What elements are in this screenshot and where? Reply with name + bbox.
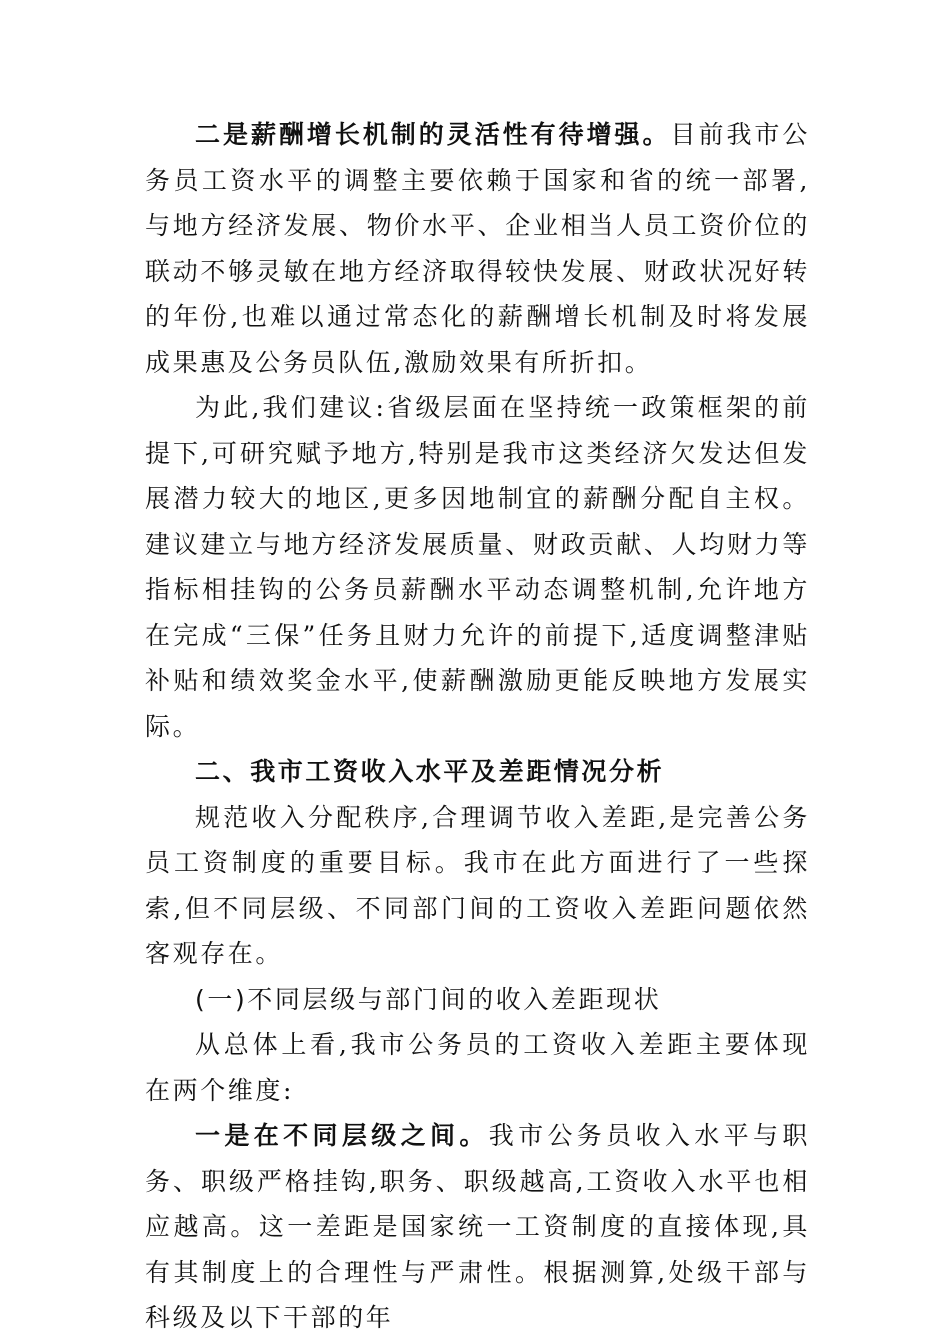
paragraph-intro: 规范收入分配秩序,合理调节收入差距,是完善公务员工资制度的重要目标。我市在此方面进行了一些探索,但不同层级、不同部门间的工资收入差距问题依然客观存在。 bbox=[145, 802, 810, 968]
paragraph-lead-bold: 二是薪酬增长机制的灵活性有待增强。 bbox=[195, 120, 671, 149]
subsection-heading: (一)不同层级与部门间的收入差距现状 bbox=[195, 984, 662, 1014]
paragraph-suggestion: 为此,我们建议:省级层面在坚持统一政策框架的前提下,可研究赋予地方,特别是我市这类经济欠发达但发展潜力较大的地区,更多因地制宜的薪酬分配自主权。建议建立与地方经济发展质量、财政贡献、人均财力等指标相挂钩的公务员薪酬水平动态调整机制,允许地方在完成“三保”任务且财力允许的前提下,适度调整津贴补贴和绩效奖金水平,使薪酬激励更能反映地方发展实际。 bbox=[145, 393, 810, 741]
paragraph-overview: 从总体上看,我市公务员的工资收入差距主要体现在两个维度: bbox=[145, 1030, 810, 1105]
section-heading: 二、我市工资收入水平及差距情况分析 bbox=[195, 757, 665, 786]
paragraph-lead-bold: 一是在不同层级之间。 bbox=[195, 1121, 489, 1150]
paragraph-body: 目前我市公务员工资水平的调整主要依赖于国家和省的统一部署,与地方经济发展、物价水平、企业相当人员工资价位的联动不够灵敏在地方经济取得较快发展、财政状况好转的年份,也难以通过常态化的薪酬增长机制及时将发展成果惠及公务员队伍,激励效果有所折扣。 bbox=[145, 120, 810, 377]
paragraph-level-gap bbox=[145, 1113, 810, 1341]
paragraph-salary-growth bbox=[145, 112, 810, 385]
paragraph-body: 我市公务员收入水平与职务、职级严格挂钩,职务、职级越高,工资收入水平也相应越高。这一差距是国家统一工资制度的直接体现,具有其制度上的合理性与严肃性。根据测算,处级干部与科级及以下干部的年 bbox=[145, 1121, 810, 1332]
